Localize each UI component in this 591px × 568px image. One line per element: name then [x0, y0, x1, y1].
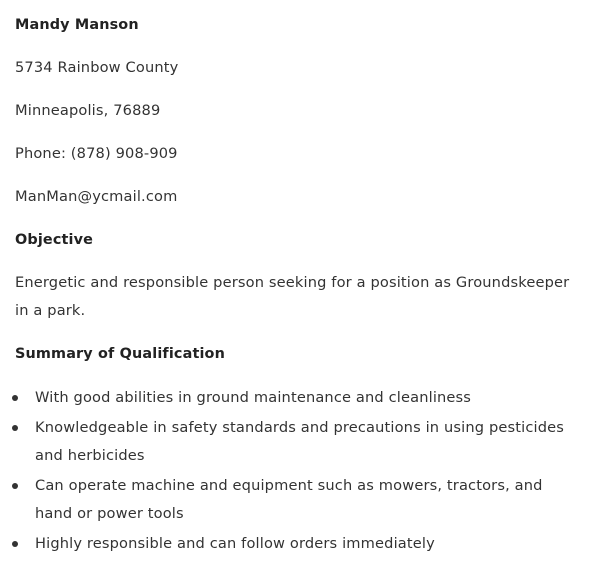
list-item-text: With good abilities in ground maintenance and cleanliness — [35, 389, 472, 406]
bullet-icon — [12, 541, 18, 547]
list-item — [0, 384, 575, 412]
bullet-icon — [12, 395, 18, 401]
address-line: 5734 Rainbow County — [15, 59, 179, 76]
objective-heading: Objective — [15, 232, 94, 248]
bullet-icon — [12, 425, 18, 431]
bullet-icon — [12, 483, 18, 489]
list-item-text: Highly responsible and can follow orders immediately — [35, 535, 435, 552]
city-line: Minneapolis, 76889 — [15, 102, 161, 119]
list-item-text: Knowledgeable in safety standards and precautions in using pesticides and herbicides — [35, 419, 565, 464]
qualification-list — [0, 384, 591, 560]
phone-line: Phone: (878) 908-909 — [15, 145, 178, 162]
list-item-text: Can operate machine and equipment such as mowers, tractors, and hand or power tools — [35, 477, 543, 522]
applicant-name: Mandy Manson — [15, 17, 139, 33]
email-line: ManMan@ycmail.com — [15, 188, 178, 205]
list-item — [0, 472, 575, 528]
summary-heading: Summary of Qualification — [15, 346, 225, 362]
list-item — [0, 414, 575, 470]
list-item — [0, 530, 575, 558]
objective-text: Energetic and responsible person seeking for a position as Groundskeeper in a park. — [15, 274, 570, 319]
